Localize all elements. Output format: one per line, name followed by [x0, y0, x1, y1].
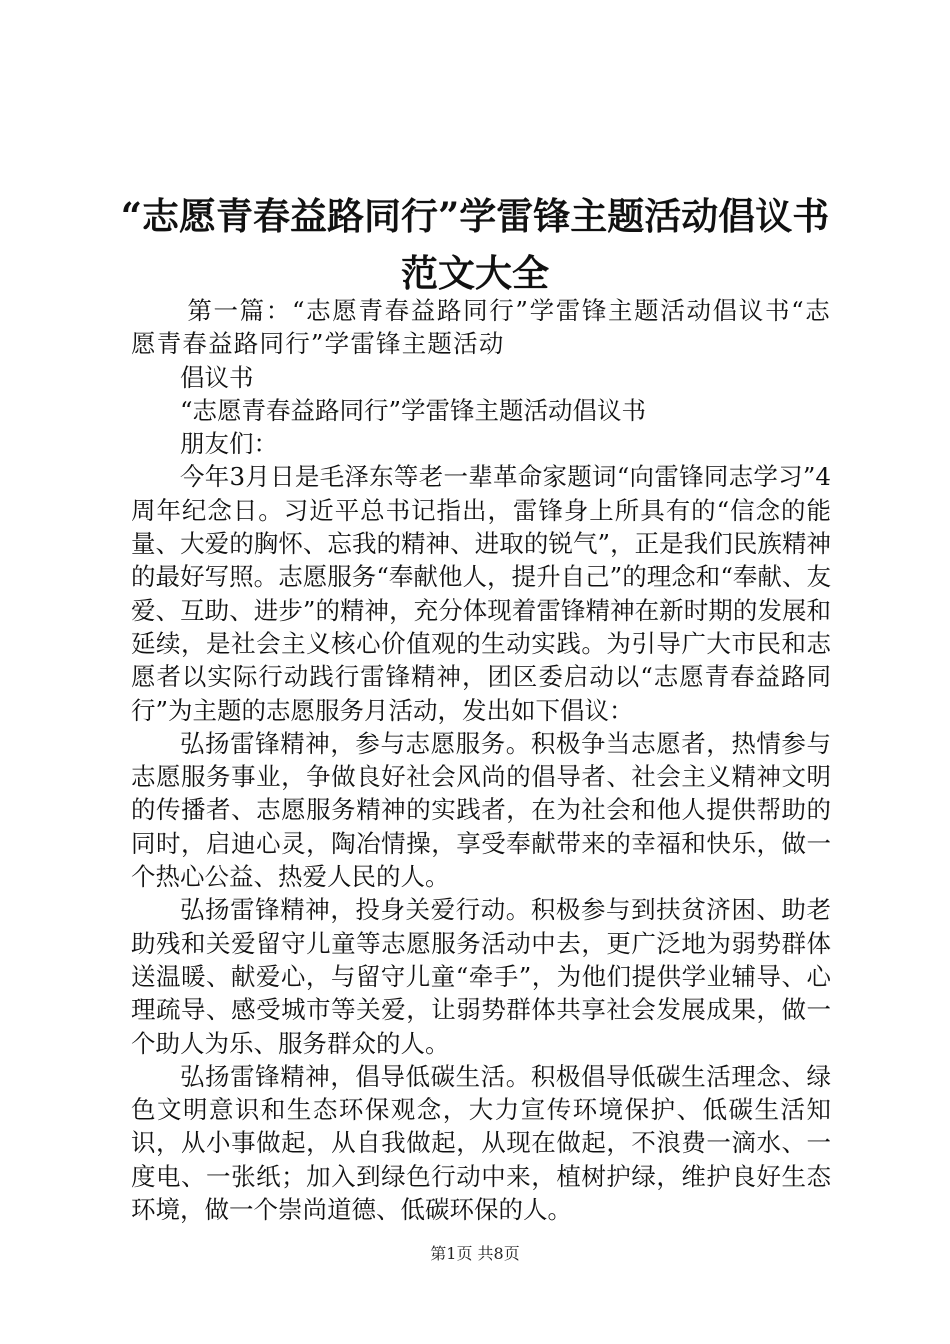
document-body — [131, 294, 831, 1226]
paragraph: 弘扬雷锋精神，参与志愿服务。积极争当志愿者，热情参与志愿服务事业，争做良好社会风尚的倡导者、社会主义精神文明的传播者、志愿服务精神的实践者，在为社会和他人提供帮助的同时，启迪心灵，陶冶情操，享受奉献带来的幸福和快乐，做一个热心公益、热爱人民的人。 — [131, 728, 831, 892]
page-number: 第1页 共8页 — [430, 1244, 520, 1263]
paragraph: 弘扬雷锋精神，倡导低碳生活。积极倡导低碳生活理念、绿色文明意识和生态环保观念，大力宣传环境保护、低碳生活知识，从小事做起，从自我做起，从现在做起，不浪费一滴水、一度电、一张纸；加入到绿色行动中来，植树护绿，维护良好生态环境，做一个崇尚道德、低碳环保的人。 — [131, 1061, 831, 1225]
paragraph: 今年3月日是毛泽东等老一辈革命家题词“向雷锋同志学习”4周年纪念日。习近平总书记指出，雷锋身上所具有的“信念的能量、大爱的胸怀、忘我的精神、进取的锐气”，正是我们民族精神的最好写照。志愿服务“奉献他人，提升自己”的理念和“奉献、友爱、互助、进步”的精神，充分体现着雷锋精神在新时期的发展和延续，是社会主义核心价值观的生动实践。为引导广大市民和志愿者以实际行动践行雷锋精神，团区委启动以“志愿青春益路同行”为主题的志愿服务月活动，发出如下倡议： — [131, 462, 831, 725]
label-proposal: 倡议书 — [180, 362, 254, 392]
paragraph: 弘扬雷锋精神，投身关爱行动。积极参与到扶贫济困、助老助残和关爱留守儿童等志愿服务活动中去，更广泛地为弱势群体送温暖、献爱心，与留守儿童“牵手”，为他们提供学业辅导、心理疏导、感受城市等关爱，让弱势群体共享社会发展成果，做一个助人为乐、服务群众的人。 — [131, 895, 831, 1058]
document-title-line2: 范文大全 — [401, 251, 549, 295]
heading-line: 第一篇：“志愿青春益路同行”学雷锋主题活动倡议书“志愿青春益路同行”学雷锋主题活动 — [131, 296, 831, 359]
subtitle: “志愿青春益路同行”学雷锋主题活动倡议书 — [180, 395, 647, 425]
document-title-line1: “志愿青春益路同行”学雷锋主题活动倡议书 — [120, 194, 830, 238]
greeting: 朋友们： — [180, 429, 278, 459]
